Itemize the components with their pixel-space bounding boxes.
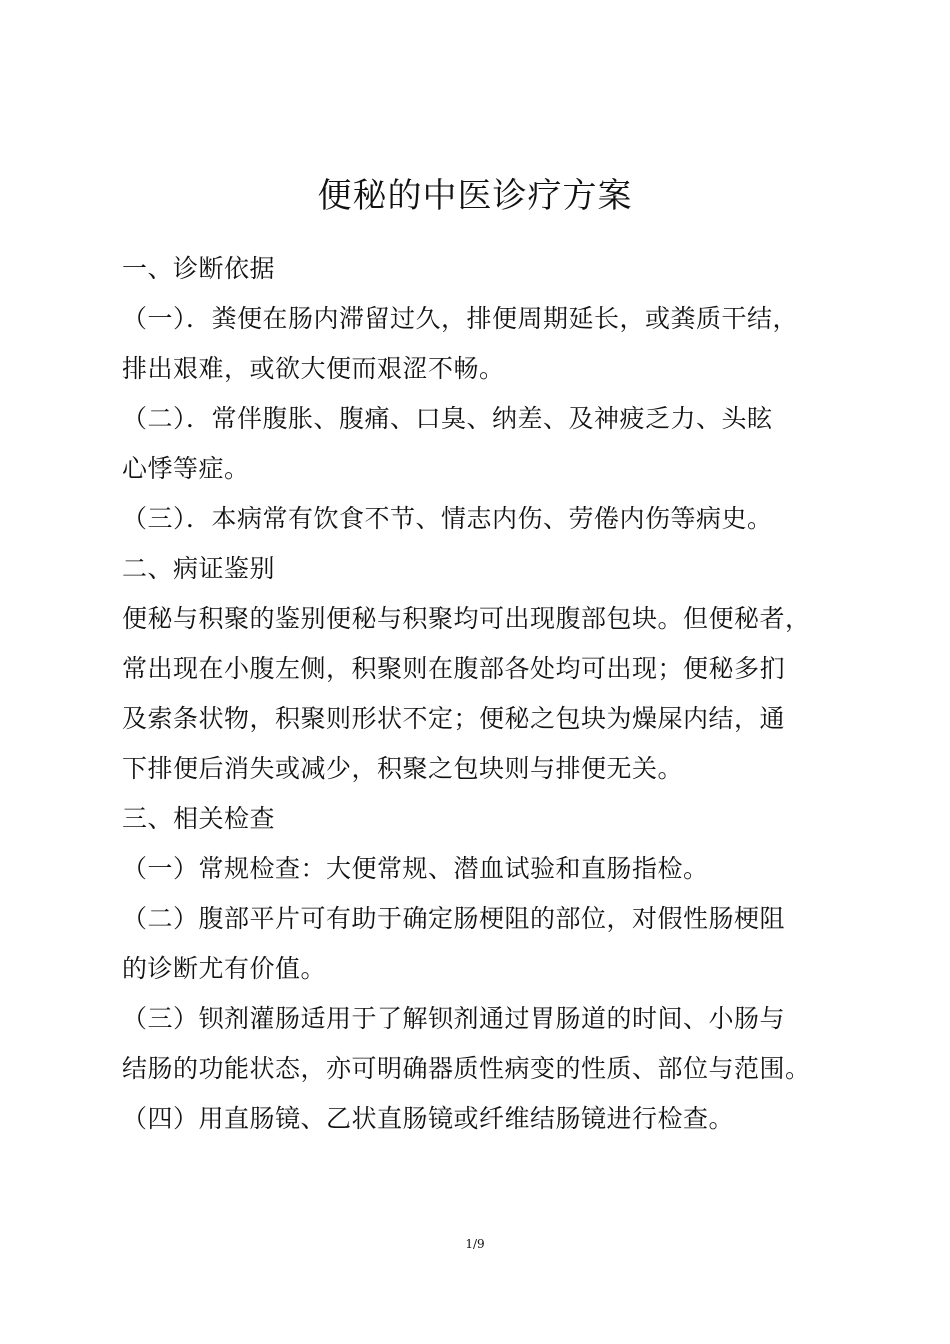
paragraph-line: 常出现在小腹左侧，积聚则在腹部各处均可出现；便秘多扪 — [122, 654, 786, 683]
paragraph-line: （一）常规检查：大便常规、潜血试验和直肠指检。 — [122, 854, 709, 883]
section-heading-examinations: 三、相关检查 — [122, 804, 276, 833]
paragraph-line: 及索条状物，积聚则形状不定；便秘之包块为燥屎内结，通 — [122, 704, 786, 733]
paragraph-line: （二）．常伴腹胀、腹痛、口臭、纳差、及神疲乏力、头眩 — [122, 404, 773, 433]
section-heading-diagnosis: 一、诊断依据 — [122, 254, 276, 283]
paragraph-line: 便秘与积聚的鉴别便秘与积聚均可出现腹部包块。但便秘者， — [122, 604, 811, 633]
page-number: 1/9 — [465, 1237, 485, 1251]
paragraph-line: （三）钡剂灌肠适用于了解钡剂通过胃肠道的时间、小肠与 — [122, 1004, 786, 1033]
paragraph-line: 的诊断尤有价值。 — [122, 954, 327, 983]
paragraph-line: 排出艰难，或欲大便而艰涩不畅。 — [122, 354, 505, 383]
section-heading-differentiation: 二、病证鉴别 — [122, 554, 276, 583]
paragraph-line: 下排便后消失或减少，积聚之包块则与排便无关。 — [122, 754, 684, 783]
paragraph-line: （三）．本病常有饮食不节、情志内伤、劳倦内伤等病史。 — [122, 504, 773, 533]
paragraph-line: 结肠的功能状态，亦可明确器质性病变的性质、部位与范围。 — [122, 1054, 811, 1083]
paragraph-line: 心悸等症。 — [122, 454, 250, 483]
document-body — [122, 244, 862, 1144]
paragraph-line: （二）腹部平片可有助于确定肠梗阻的部位，对假性肠梗阻 — [122, 904, 786, 933]
paragraph-line: （一）．粪便在肠内滞留过久，排便周期延长，或粪质干结， — [122, 304, 799, 333]
document-title: 便秘的中医诊疗方案 — [317, 176, 633, 216]
paragraph-line: （四）用直肠镜、乙状直肠镜或纤维结肠镜进行检查。 — [122, 1104, 735, 1133]
